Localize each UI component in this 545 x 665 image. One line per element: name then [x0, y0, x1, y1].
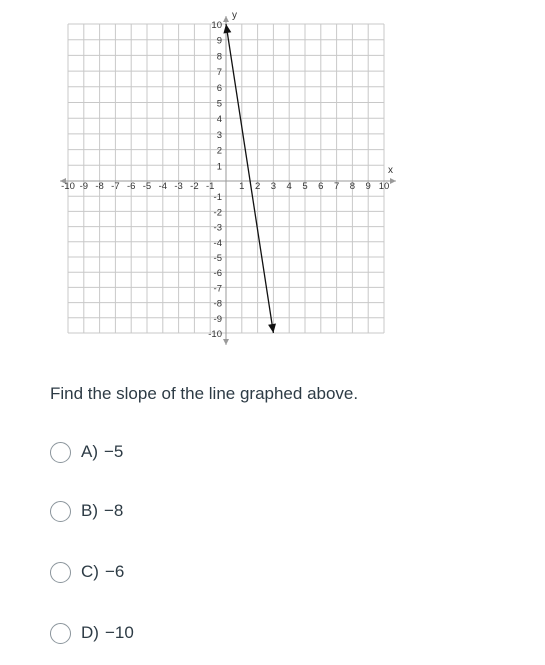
choice-a[interactable]: [50, 438, 123, 466]
x-tick-label: -8: [95, 181, 104, 192]
y-tick-label: 7: [216, 67, 222, 79]
radio-button-b[interactable]: [50, 501, 71, 522]
x-tick-label: 4: [286, 181, 292, 192]
x-tick-label: 3: [270, 181, 277, 192]
y-tick-label: -3: [213, 222, 222, 234]
x-tick-label: 2: [254, 181, 261, 192]
choice-a-label: A): [81, 442, 98, 461]
y-tick-label: -7: [213, 283, 222, 295]
choice-d-label: D): [81, 623, 99, 642]
y-tick-label: 3: [216, 129, 222, 141]
x-tick-label: -10: [61, 181, 75, 192]
y-tick-label: -2: [213, 207, 222, 219]
y-axis-arrow-down: [223, 339, 229, 345]
y-axis-label: y: [232, 10, 237, 21]
radio-button-d[interactable]: [50, 623, 71, 644]
y-tick-label: -10: [208, 329, 222, 340]
choice-d-value: −10: [104, 623, 134, 642]
y-tick-label: 9: [216, 35, 222, 47]
radio-button-c[interactable]: [50, 562, 71, 583]
x-tick-label: -3: [174, 181, 183, 192]
x-tick-label: -5: [142, 181, 152, 192]
choice-c-value: −6: [104, 562, 125, 581]
x-tick-label: -2: [190, 181, 199, 192]
x-tick-label: 1: [239, 181, 245, 192]
x-tick-label: -7: [111, 181, 120, 192]
y-tick-label: -9: [213, 313, 222, 325]
y-tick-label: 2: [216, 145, 222, 157]
y-tick-label: 8: [216, 51, 222, 63]
y-tick-label: 6: [216, 82, 222, 94]
x-tick-label: -1: [205, 181, 215, 192]
choice-c[interactable]: [50, 558, 124, 586]
y-tick-label: 4: [216, 114, 222, 126]
y-tick-label: 10: [211, 20, 222, 31]
x-tick-label: -4: [158, 181, 168, 192]
x-tick-label: -9: [79, 181, 89, 192]
x-tick-label: 7: [333, 181, 340, 192]
line-arrow-start: [223, 24, 231, 34]
y-axis-arrow-up: [223, 16, 229, 22]
y-tick-label: -6: [213, 268, 222, 280]
y-tick-label: -8: [213, 298, 222, 310]
choice-b-label: B): [81, 501, 98, 520]
graphed-line: [226, 24, 273, 333]
x-tick-label: 10: [378, 181, 390, 192]
x-tick-label: 5: [302, 181, 308, 192]
choice-b-value: −8: [104, 501, 124, 520]
choice-b[interactable]: [50, 497, 123, 525]
y-tick-label: 1: [216, 161, 222, 173]
x-tick-label: 6: [318, 181, 324, 192]
question-text: Find the slope of the line graphed above.: [50, 384, 359, 403]
x-axis-arrow-right: [390, 178, 396, 184]
y-tick-label: -5: [213, 253, 222, 264]
x-axis-label: x: [388, 165, 393, 176]
y-tick-label: -4: [213, 237, 222, 249]
x-tick-label: 8: [349, 181, 356, 192]
x-tick-label: 9: [365, 181, 371, 192]
y-tick-label: -1: [213, 192, 222, 204]
line-arrow-end: [268, 323, 276, 333]
choice-d[interactable]: [50, 619, 134, 647]
choice-a-value: −5: [104, 442, 124, 461]
y-tick-label: 5: [216, 98, 222, 110]
x-tick-label: -6: [126, 181, 136, 192]
radio-button-a[interactable]: [50, 442, 71, 463]
choice-c-label: C): [81, 562, 99, 581]
